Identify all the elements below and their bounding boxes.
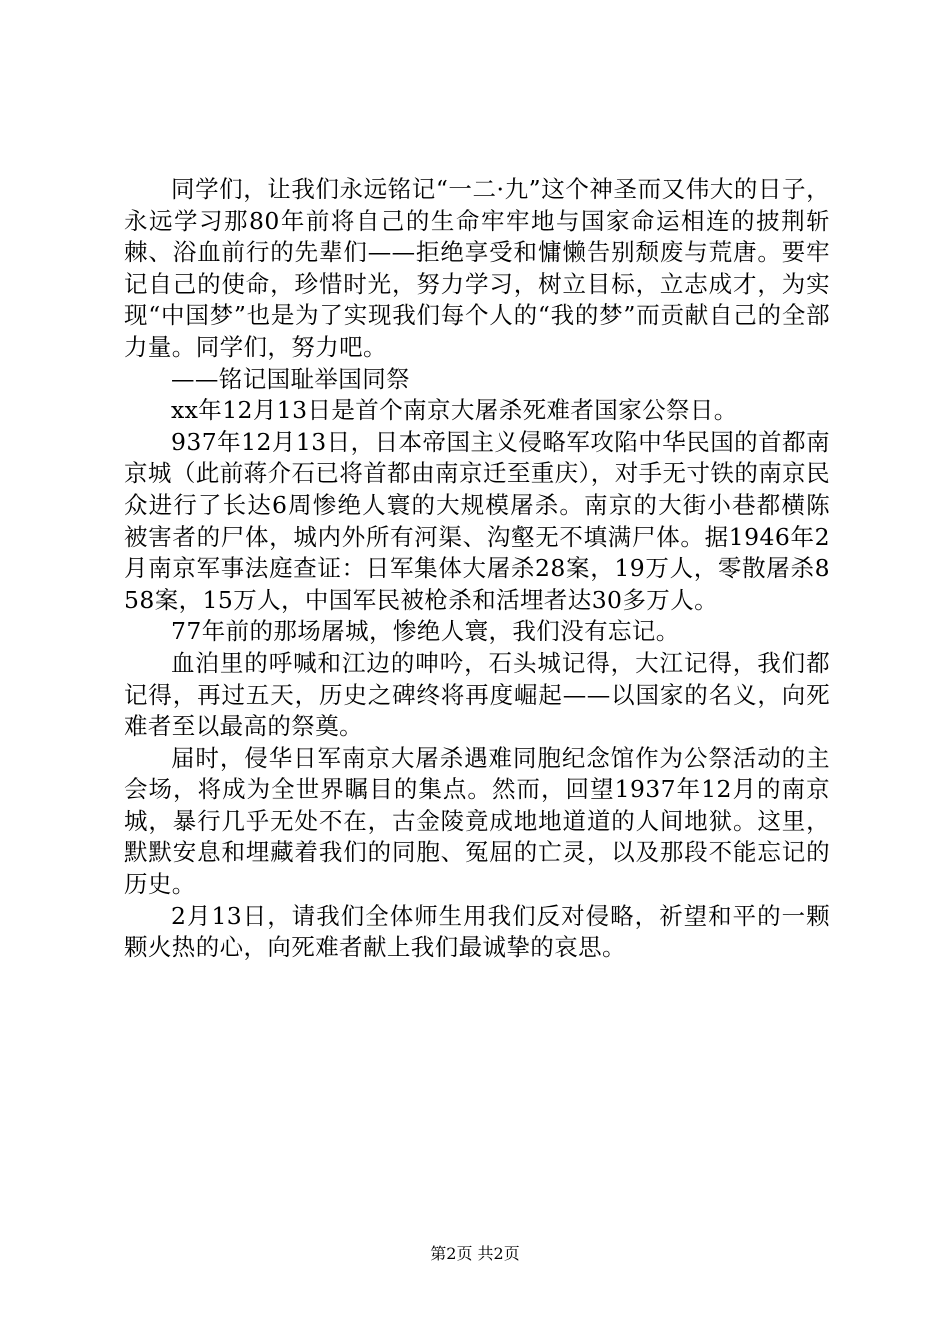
paragraph-4: 937年12月13日，日本帝国主义侵略军攻陷中华民国的首都南京城（此前蒋介石已将首都由南京迁至重庆），对手无寸铁的南京民众进行了长达6周惨绝人寰的大规模屠杀。南京的大街小巷都横陈被害者的尸体，城内外所有河渠、沟壑无不填满尸体。据1946年2月南京军事法庭查证：日军集体大屠杀28案，19万人，零散屠杀858案，15万人，中国军民被枪杀和活埋者达30多万人。	[124, 427, 830, 614]
paragraph-5: 77年前的那场屠城，惨绝人寰，我们没有忘记。	[171, 617, 680, 646]
document-body	[124, 174, 830, 964]
paragraph-1: 同学们，让我们永远铭记“一二·九”这个神圣而又伟大的日子，永远学习那80年前将自己的生命牢牢地与国家命运相连的披荆斩棘、浴血前行的先辈们——拒绝享受和慵懒告别颓废与荒唐。要牢记自己的使命，珍惜时光，努力学习，树立目标，立志成才，为实现“中国梦”也是为了实现我们每个人的“我的梦”而贡献自己的全部力量。同学们，努力吧。	[124, 175, 830, 361]
paragraph-2: ——铭记国耻举国同祭	[171, 364, 410, 393]
page-footer	[0, 1244, 950, 1264]
paragraph-6: 血泊里的呼喊和江边的呻吟，石头城记得，大江记得，我们都记得，再过五天，历史之碑终将再度崛起——以国家的名义，向死难者至以最高的祭奠。	[124, 648, 830, 741]
paragraph-8: 2月13日，请我们全体师生用我们反对侵略，祈望和平的一颗颗火热的心，向死难者献上我们最诚挚的哀思。	[124, 901, 830, 962]
paragraph-3: xx年12月13日是首个南京大屠杀死难者国家公祭日。	[171, 396, 738, 425]
page-number: 第2页 共2页	[430, 1244, 520, 1263]
paragraph-7: 届时，侵华日军南京大屠杀遇难同胞纪念馆作为公祭活动的主会场，将成为全世界瞩目的集点。然而，回望1937年12月的南京城，暴行几乎无处不在，古金陵竟成地地道道的人间地狱。这里，默默安息和埋藏着我们的同胞、冤屈的亡灵，以及那段不能忘记的历史。	[124, 743, 830, 899]
